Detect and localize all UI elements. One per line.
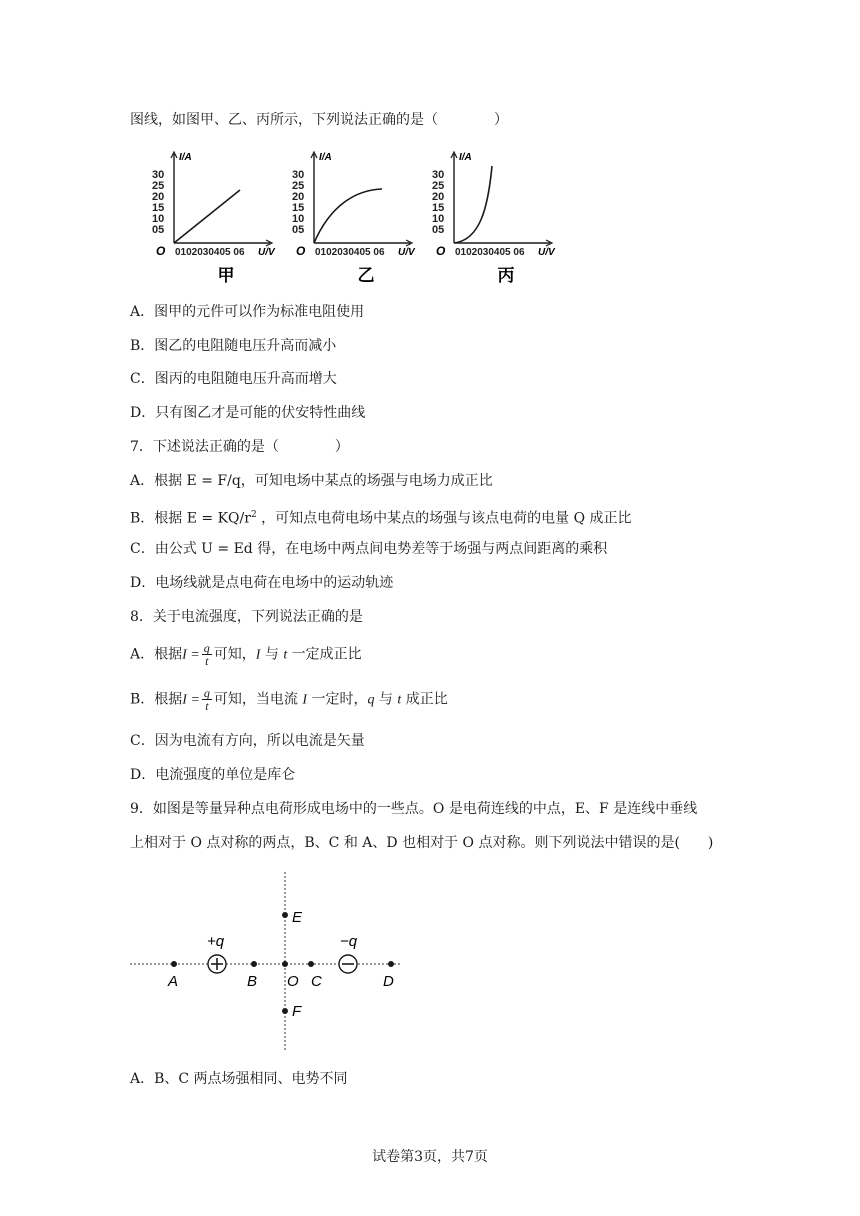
y-tick-label: 20 (432, 191, 445, 203)
y-tick-label: 05 (152, 224, 165, 236)
q8-a-formula-lhs: I = (182, 647, 200, 663)
q8-b-mid2: 与 (374, 691, 398, 708)
q6-option-b: B．图乙的电阻随电压升高而减小 (130, 338, 337, 354)
point-b-label: B (247, 973, 258, 990)
q6-option-a: A．图甲的元件可以作为标准电阻使用 (130, 304, 365, 320)
q7-stem: 7．下述说法正确的是（ ） (130, 439, 349, 455)
x-axis-label: U/V (258, 247, 275, 258)
iv-graph-1 (152, 152, 276, 285)
q7-option-b (130, 505, 632, 529)
y-tick-label: 15 (292, 202, 305, 214)
q7-option-a: A．根据 E = F/q，可知电场中某点的场强与电场力成正比 (130, 473, 493, 489)
point-a-label: A (168, 973, 179, 990)
point-f-dot (282, 1008, 288, 1014)
q8-a-frac-num: q (203, 641, 210, 655)
origin-label: O (436, 244, 446, 258)
q8-b-suffix: 可知，当电流 (213, 691, 303, 708)
q8-b-t: t (397, 692, 402, 708)
question-6-intro: 图线，如图甲、乙、丙所示，下列说法正确的是（ ） (130, 112, 508, 128)
q8-a-t: t (283, 647, 288, 663)
q8-b-mid: 一定时， (307, 691, 368, 708)
q8-a-fraction (202, 642, 212, 667)
q8-b-frac-num: q (203, 686, 210, 700)
y-axis-label: I/A (179, 152, 192, 163)
graph-caption: 乙 (357, 266, 375, 285)
q6-option-d: D．只有图乙才是可能的伏安特性曲线 (130, 405, 366, 421)
q8-b-formula-lhs: I = (182, 692, 200, 708)
origin-label: O (296, 244, 306, 258)
q8-b-i: I (302, 692, 308, 708)
y-tick-label: 30 (292, 169, 305, 181)
page-footer: 试卷第3页，共7页 (372, 1149, 488, 1165)
y-tick-label: 30 (432, 169, 445, 181)
q8-b-q: q (367, 692, 375, 708)
y-tick-label: 05 (292, 224, 305, 236)
x-tick-labels: 0102030405 06 (455, 247, 525, 258)
y-tick-label: 10 (152, 213, 165, 225)
q8-a-suffix: 可知， (213, 646, 256, 663)
iv-curve (314, 189, 382, 243)
iv-curve (174, 190, 240, 243)
q7-option-b-sup: 2 (250, 510, 257, 520)
y-tick-label: 25 (292, 180, 305, 192)
q8-b-prefix: B．根据 (130, 691, 183, 708)
point-c-dot (308, 961, 314, 967)
graph-caption: 丙 (497, 266, 515, 285)
y-axis-label: I/A (459, 152, 472, 163)
y-tick-label: 15 (432, 202, 445, 214)
point-c-label: C (311, 973, 322, 990)
q9-stem-line1: 9．如图是等量异种点电荷形成电场中的一些点。O 是电荷连线的中点，E、F 是连线中垂线 (130, 801, 698, 817)
point-o-dot (282, 961, 288, 967)
y-tick-label: 20 (292, 191, 305, 203)
q8-a-end: 一定成正比 (287, 646, 362, 663)
q8-b-fraction (202, 687, 212, 712)
q8-stem: 8．关于电流强度，下列说法正确的是 (130, 609, 363, 625)
y-tick-label: 10 (292, 213, 305, 225)
q8-option-d: D．电流强度的单位是库仑 (130, 767, 296, 783)
q7-option-b-rest: ，可知点电荷电场中某点的场强与该点电荷的电量 Q 成正比 (256, 510, 632, 527)
iv-curve (454, 166, 492, 243)
y-tick-label: 30 (152, 169, 165, 181)
q7-option-d: D．电场线就是点电荷在电场中的运动轨迹 (130, 575, 394, 591)
x-tick-labels: 0102030405 06 (175, 247, 245, 258)
plus-q-label: +q (207, 933, 225, 950)
iv-graphs-figure (150, 148, 580, 288)
q8-a-prefix: A．根据 (130, 646, 183, 663)
y-tick-label: 25 (432, 180, 445, 192)
minus-q-label: −q (340, 933, 358, 950)
point-o-label: O (287, 973, 299, 990)
y-axis-label: I/A (319, 152, 332, 163)
origin-label: O (156, 244, 166, 258)
y-tick-label: 20 (152, 191, 165, 203)
x-tick-labels: 0102030405 06 (315, 247, 385, 258)
q8-a-i: I (255, 647, 261, 663)
point-d-dot (388, 961, 394, 967)
positive-charge-icon (208, 955, 226, 973)
q7-option-c: C．由公式 U = Ed 得，在电场中两点间电势差等于场强与两点间距离的乘积 (130, 541, 608, 557)
q8-a-frac-den: t (205, 654, 209, 668)
x-axis-label: U/V (398, 247, 415, 258)
q8-b-end: 成正比 (401, 691, 448, 708)
point-d-label: D (383, 973, 394, 990)
x-axis-label: U/V (538, 247, 555, 258)
point-e-label: E (292, 909, 303, 926)
y-tick-label: 25 (152, 180, 165, 192)
y-tick-label: 10 (432, 213, 445, 225)
q8-option-a (130, 642, 362, 667)
y-tick-label: 15 (152, 202, 165, 214)
q8-option-c: C．因为电流有方向，所以电流是矢量 (130, 733, 365, 749)
point-e-dot (282, 912, 288, 918)
point-a-dot (171, 961, 177, 967)
q9-option-a: A．B、C 两点场强相同、电势不同 (130, 1071, 348, 1087)
negative-charge-icon (339, 955, 357, 973)
point-f-label: F (292, 1003, 302, 1020)
q8-a-mid: 与 (260, 646, 284, 663)
q9-stem-line2: 上相对于 O 点对称的两点，B、C 和 A、D 也相对于 O 点对称。则下列说法中错误的是( ) (130, 835, 714, 851)
q8-b-frac-den: t (205, 699, 209, 713)
iv-graph-2 (292, 152, 416, 285)
q8-option-b (130, 687, 448, 712)
point-b-dot (251, 961, 257, 967)
graph-caption: 甲 (217, 266, 235, 285)
iv-graph-3 (432, 152, 556, 285)
q7-option-b-start: B．根据 E = KQ/r (130, 510, 251, 527)
q6-option-c: C．图丙的电阻随电压升高而增大 (130, 371, 337, 387)
charges-figure (130, 870, 410, 1055)
y-tick-label: 05 (432, 224, 445, 236)
